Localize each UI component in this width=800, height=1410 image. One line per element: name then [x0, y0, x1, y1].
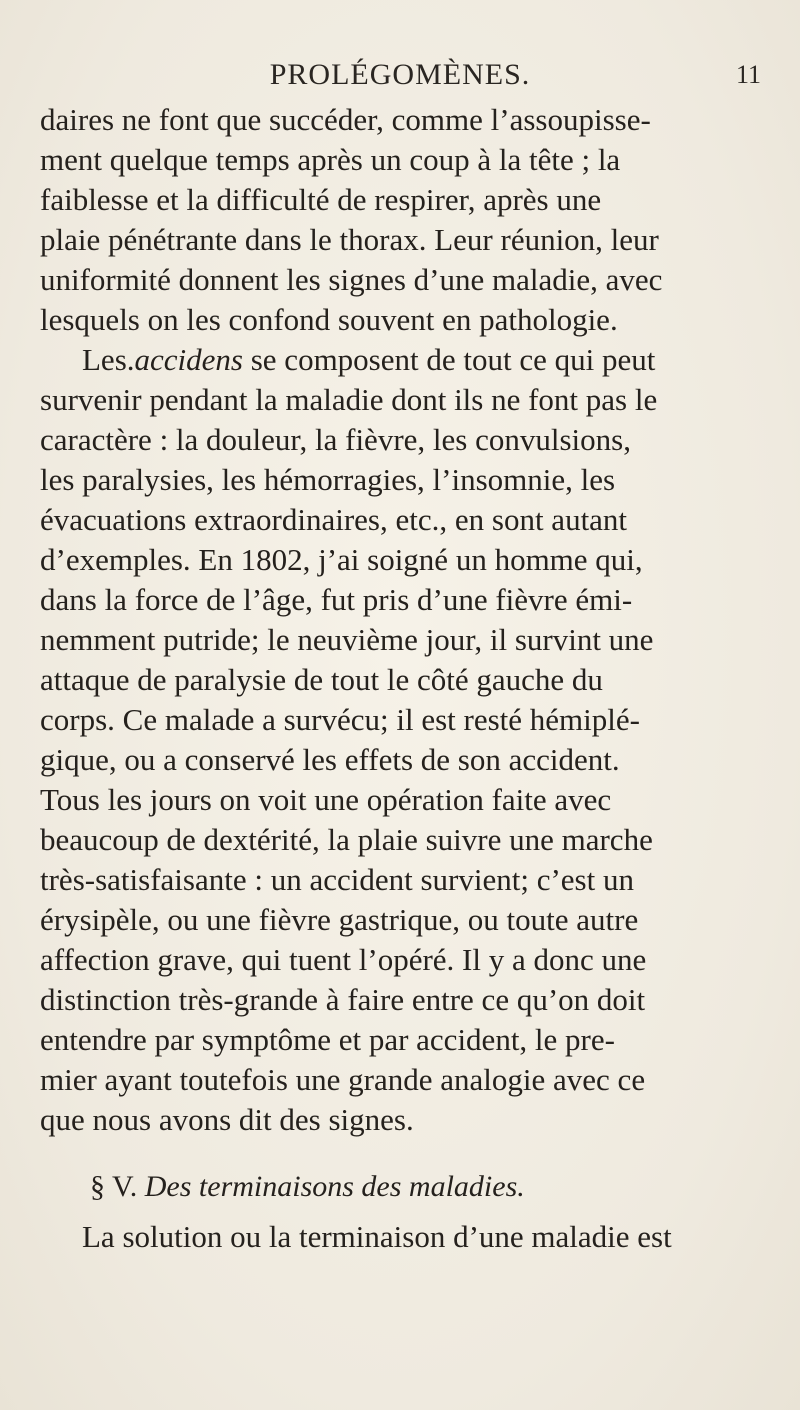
text-line: beaucoup de dextérité, la plaie suivre une marche: [40, 822, 653, 857]
text-line: La solution ou la terminaison d’une maladie est: [82, 1219, 672, 1254]
text-line: plaie pénétrante dans le thorax. Leur réunion, leur: [40, 222, 659, 257]
text-line: lesquels on les confond souvent en pathologie.: [40, 302, 618, 337]
text-line: très-satisfaisante : un accident survient; c’est un: [40, 862, 634, 897]
text-line: mier ayant toutefois une grande analogie avec ce: [40, 1062, 646, 1097]
text-line: faiblesse et la difficulté de respirer, après une: [40, 182, 602, 217]
text-line: distinction très-grande à faire entre ce qu’on doit: [40, 982, 646, 1017]
italic-term: accidens: [134, 342, 243, 377]
text-line: que nous avons dit des signes.: [40, 1102, 414, 1137]
paragraph-lead: Les: [82, 342, 127, 377]
text-line: daires ne font que succéder, comme l’assoupisse-: [40, 102, 651, 137]
paragraph-start-line: Les.accidens se composent de tout ce qui peut: [82, 342, 656, 377]
text-line: d’exemples. En 1802, j’ai soigné un homme qui,: [40, 542, 643, 577]
page-number: 11: [736, 60, 762, 89]
text-line: dans la force de l’âge, fut pris d’une fièvre émi-: [40, 582, 633, 617]
page-header: [0, 58, 800, 98]
text-line: corps. Ce malade a survécu; il est resté hémiplé-: [40, 702, 640, 737]
text-line-rest: se composent de tout ce qui peut: [250, 342, 656, 377]
text-line: uniformité donnent les signes d’une maladie, avec: [40, 262, 663, 297]
section-mark: § V.: [90, 1170, 138, 1203]
text-line: érysipèle, ou une fièvre gastrique, ou toute autre: [40, 902, 639, 937]
text-line: attaque de paralysie de tout le côté gauche du: [40, 662, 603, 697]
text-line: les paralysies, les hémorragies, l’insomnie, les: [40, 462, 616, 497]
text-line: gique, ou a conservé les effets de son accident.: [40, 742, 620, 777]
text-line: survenir pendant la maladie dont ils ne font pas le: [40, 382, 658, 417]
section-title: Des terminaisons des maladies.: [144, 1170, 525, 1203]
section-heading: [90, 1167, 525, 1207]
text-line: caractère : la douleur, la fièvre, les convulsions,: [40, 422, 631, 457]
text-line: ment quelque temps après un coup à la tête ; la: [40, 142, 621, 177]
text-line: affection grave, qui tuent l’opéré. Il y a donc une: [40, 942, 647, 977]
text-line: Tous les jours on voit une opération faite avec: [40, 782, 612, 817]
text-line: entendre par symptôme et par accident, le pre-: [40, 1022, 615, 1057]
text-line: évacuations extraordinaires, etc., en sont autant: [40, 502, 628, 537]
text-line: nemment putride; le neuvième jour, il survint une: [40, 622, 654, 657]
running-title: PROLÉGOMÈNES.: [269, 58, 531, 91]
